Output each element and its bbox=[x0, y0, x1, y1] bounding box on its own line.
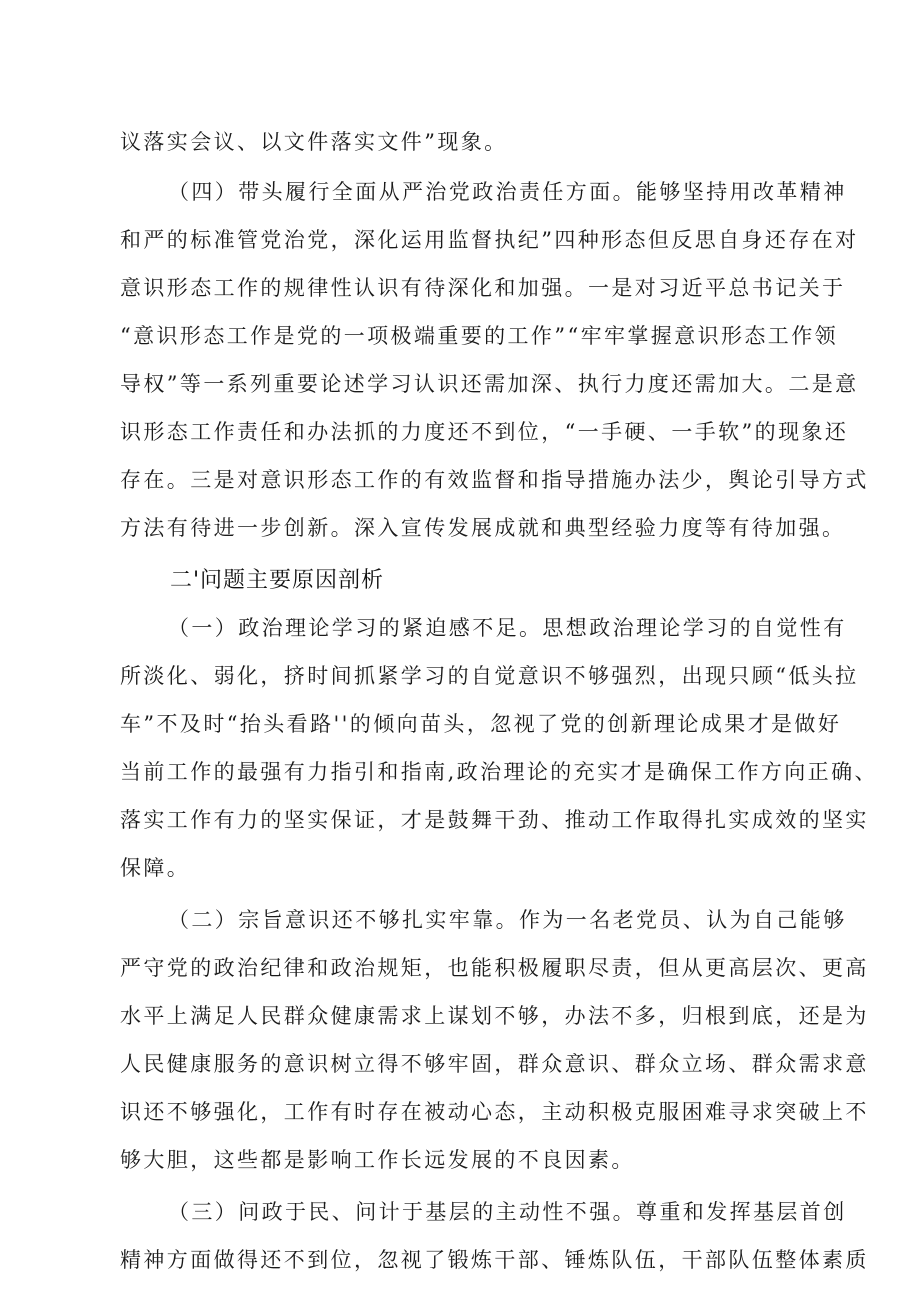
paragraph-3-start: （三）问政于民、问计于基层的主动性不强。尊重和发挥基层首创 bbox=[168, 1200, 847, 1224]
text-line: 存在。三是对意识形态工作的有效监督和指导措施办法少，舆论引导方式 bbox=[120, 468, 869, 492]
section-heading: 二'问题主要原因剖析 bbox=[170, 568, 385, 593]
text-line: 识还不够强化，工作有时存在被动心态，主动积极克服困难寻求突破上不 bbox=[120, 1100, 869, 1124]
text-line: 落实工作有力的坚实保证，才是鼓舞干劲、推动工作取得扎实成效的坚实 bbox=[120, 808, 869, 832]
text-line: 严守党的政治纪律和政治规矩，也能积极履职尽责，但从更高层次、更高 bbox=[120, 956, 869, 980]
text-line: 当前工作的最强有力指引和指南,政治理论的充实才是确保工作方向正确、 bbox=[120, 760, 878, 784]
text-line: 保障。 bbox=[120, 856, 191, 880]
text-line: 议落实会议、以文件落实文件”现象。 bbox=[120, 130, 508, 154]
text-line: “意识形态工作是党的一项极端重要的工作”“牢牢掌握意识形态工作领 bbox=[120, 324, 839, 348]
paragraph-2-start: （二）宗旨意识还不够扎实牢靠。作为一名老党员、认为自己能够 bbox=[168, 908, 847, 932]
text-line: 意识形态工作的规律性认识有待深化和加强。一是对习近平总书记关于 bbox=[120, 276, 846, 300]
text-line: 导权”等一系列重要论述学习认识还需加深、执行力度还需加大。二是意 bbox=[120, 372, 859, 396]
text-line: 够大胆，这些都是影响工作长远发展的不良因素。 bbox=[120, 1148, 635, 1172]
paragraph-4-start: （四）带头履行全面从严治党政治责任方面。能够坚持用改革精神 bbox=[168, 180, 847, 204]
paragraph-1-start: （一）政治理论学习的紧迫感不足。思想政治理论学习的自觉性有 bbox=[168, 616, 847, 640]
text-line: 水平上满足人民群众健康需求上谋划不够，办法不多，归根到底，还是为 bbox=[120, 1004, 869, 1028]
text-line: 车”不及时“抬头看路''的倾向苗头，忽视了党的创新理论成果才是做好 bbox=[120, 712, 842, 736]
text-line: 所淡化、弱化，挤时间抓紧学习的自觉意识不够强烈，出现只顾“低头拉 bbox=[120, 664, 859, 688]
text-line: 识形态工作责任和办法抓的力度还不到位，“一手硬、一手软”的现象还 bbox=[120, 420, 849, 444]
text-line: 人民健康服务的意识树立得不够牢固，群众意识、群众立场、群众需求意 bbox=[120, 1052, 869, 1076]
text-line: 方法有待进一步创新。深入宣传发展成就和典型经验力度等有待加强。 bbox=[120, 516, 846, 540]
text-line: 精神方面做得还不到位，忽视了锻炼干部、锤炼队伍，干部队伍整体素质 bbox=[120, 1248, 869, 1272]
text-line: 和严的标准管党治党，深化运用监督执纪”四种形态但反思自身还存在对 bbox=[120, 228, 859, 252]
